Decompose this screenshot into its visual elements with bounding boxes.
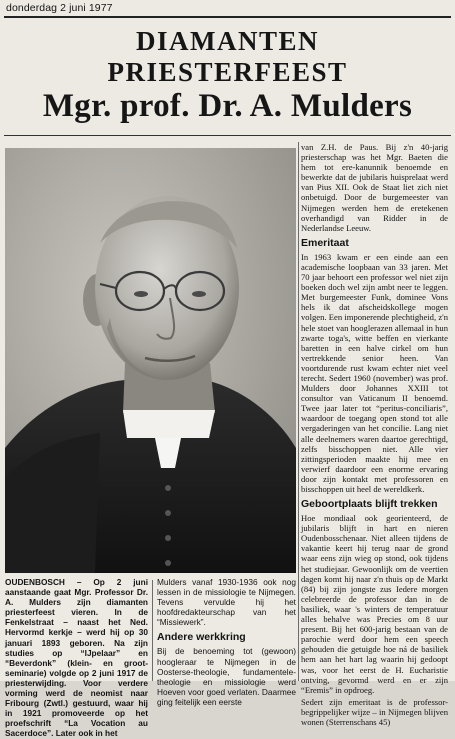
paragraph: Bij de benoeming tot (gewoon) hoogleraar te Nijmegen in de Oosterse-theologie, fundamentele-theologie en missiologie werd Hoeven voor goed verlaten. Daarmee ging feitelijk een eerste — [157, 646, 296, 707]
headline-line-1: DIAMANTEN — [135, 26, 319, 56]
headline-line-2: PRIESTERFEEST — [107, 57, 348, 87]
headline-rule — [4, 135, 451, 136]
dateline: donderdag 2 juni 1977 — [6, 2, 113, 14]
intro-paragraph — [5, 577, 148, 739]
intro-placename: OUDENBOSCH — [5, 577, 65, 587]
section-heading-geboorteplaats: Geboortplaats blijft trekken — [301, 498, 438, 511]
paragraph: Mulders vanaf 1930-1936 ook nog lessen in de missiologie te Nijmegen. Tevens vervulde hij het hoofdredakteurschap van het “Missiewerk”. — [157, 577, 296, 628]
header-rule — [4, 16, 451, 18]
column-divider — [298, 142, 299, 681]
portrait-photo — [5, 148, 296, 573]
paragraph: In 1963 kwam er een einde aan een academische loopbaan van 33 jaren. Met 70 jaar behoort een professor wel niet zijn boeken doch wel zijn ambt neer te leggen. Met burgemeester Funk, dominee Vons hels ik dat afscheidskollege mogen volgen. Een imponerende plechtigheid, z'n hele stoet van hooglerazen allemaal in hun zwarte toga's, witte beffen en vierkante baretten in een halve cirkel om hun vertrekkende senior heen. Van voortdurende rust kwam echter niet veel terecht. Sedert 1960 (november) was prof. Mulders door Johannes XXIII tot consultor van Vaticanum II benoemd. Twee jaar later tot “peritus-conciliaris”, waardoor de toegang open stond tot alle vergaderingen van het concilie. Lang niet alle deelnemers waren daartoe gerechtigd, zelfs bisschoppen niet. Alle vier zittingsperioden maakte hij mee en verwierf daardoor een enorme ervaring door zijn kontakt met professoren en bisschoppen uit heel de wereldkerk. — [301, 251, 448, 494]
column-divider — [152, 580, 153, 681]
article-column-intro — [5, 577, 148, 739]
section-heading-emeritaat: Emeritaat — [301, 236, 349, 249]
portrait-photo-icon — [5, 148, 296, 573]
article-column-right — [301, 142, 448, 727]
article-column-middle — [157, 577, 296, 707]
paragraph: Hoe mondiaal ook georienteerd, de jubilaris blijft in hart en nieren Oudenbosschenaar. Niet alleen tijdens de vakantie keert hij terug naar de grond waar eens zijn wieg op stond, ook tijdens het studiejaar. Gewoonlijk om de veertien dagen komt hij naar z'n thuis op de Markt (84) bij zijn jongste zus Iedere morgen celebreerde de professor dan in de basiliek, waar 's winters de temperatuur alles behalve was Precies om 8 uur present. Bij het 600-jarig bestaan van de parochie werd door hem een speech gehouden die getuigde hoe ná de basiliek hem aan het hart lag waarin hij gedoopt was, voor het eerst de H. Eucharistie ontving, gevormd werd en er zijn “Eremis” in opdroeg. — [301, 513, 448, 695]
paragraph: van Z.H. de Paus. Bij z'n 40-jarig priesterschap was het Mgr. Baeten die hem tot ere-kanunnik benoemde en bewerkte dat de jubilaris huisprelaat werd van Pius XII. Ook de Staat liet zich niet onbetuigd. Door de burgemeester van Nijmegen werden hem de eretekenen overhandigd van Ridder in de Nederlandse Leeuw. — [301, 142, 448, 233]
intro-text: – Op 2 juni aanstaande gaat Mgr. Professor Dr. A. Mulders zijn diamanten priesterfeest vieren. In de Fenkelstraat – naast het Ned. Hervormd kerkje – werd hij op 30 januari 1893 geboren. Na zijn studies op “IJpelaar” en “Beverdonk” (klein- en groot-seminarie) volgde op 2 juni 1917 de priesterwijding. Voor verdere vorming werd de neomist naar Fribourg (Zwtl.) gestuurd, waar hij in 1921 promoveerde op het proefschrift “La Vocation au Sacerdoce”. Later ook in het — [5, 577, 148, 739]
paragraph: Sedert zijn emeritaat is de professor-begrippelijker wijze – in Nijmegen blijven wonen (Sterrenschans 45) — [301, 696, 448, 727]
section-heading-andere-werkkring: Andere werkkring — [157, 631, 246, 644]
headline-line-3: Mgr. prof. Dr. A. Mulders — [42, 88, 413, 124]
